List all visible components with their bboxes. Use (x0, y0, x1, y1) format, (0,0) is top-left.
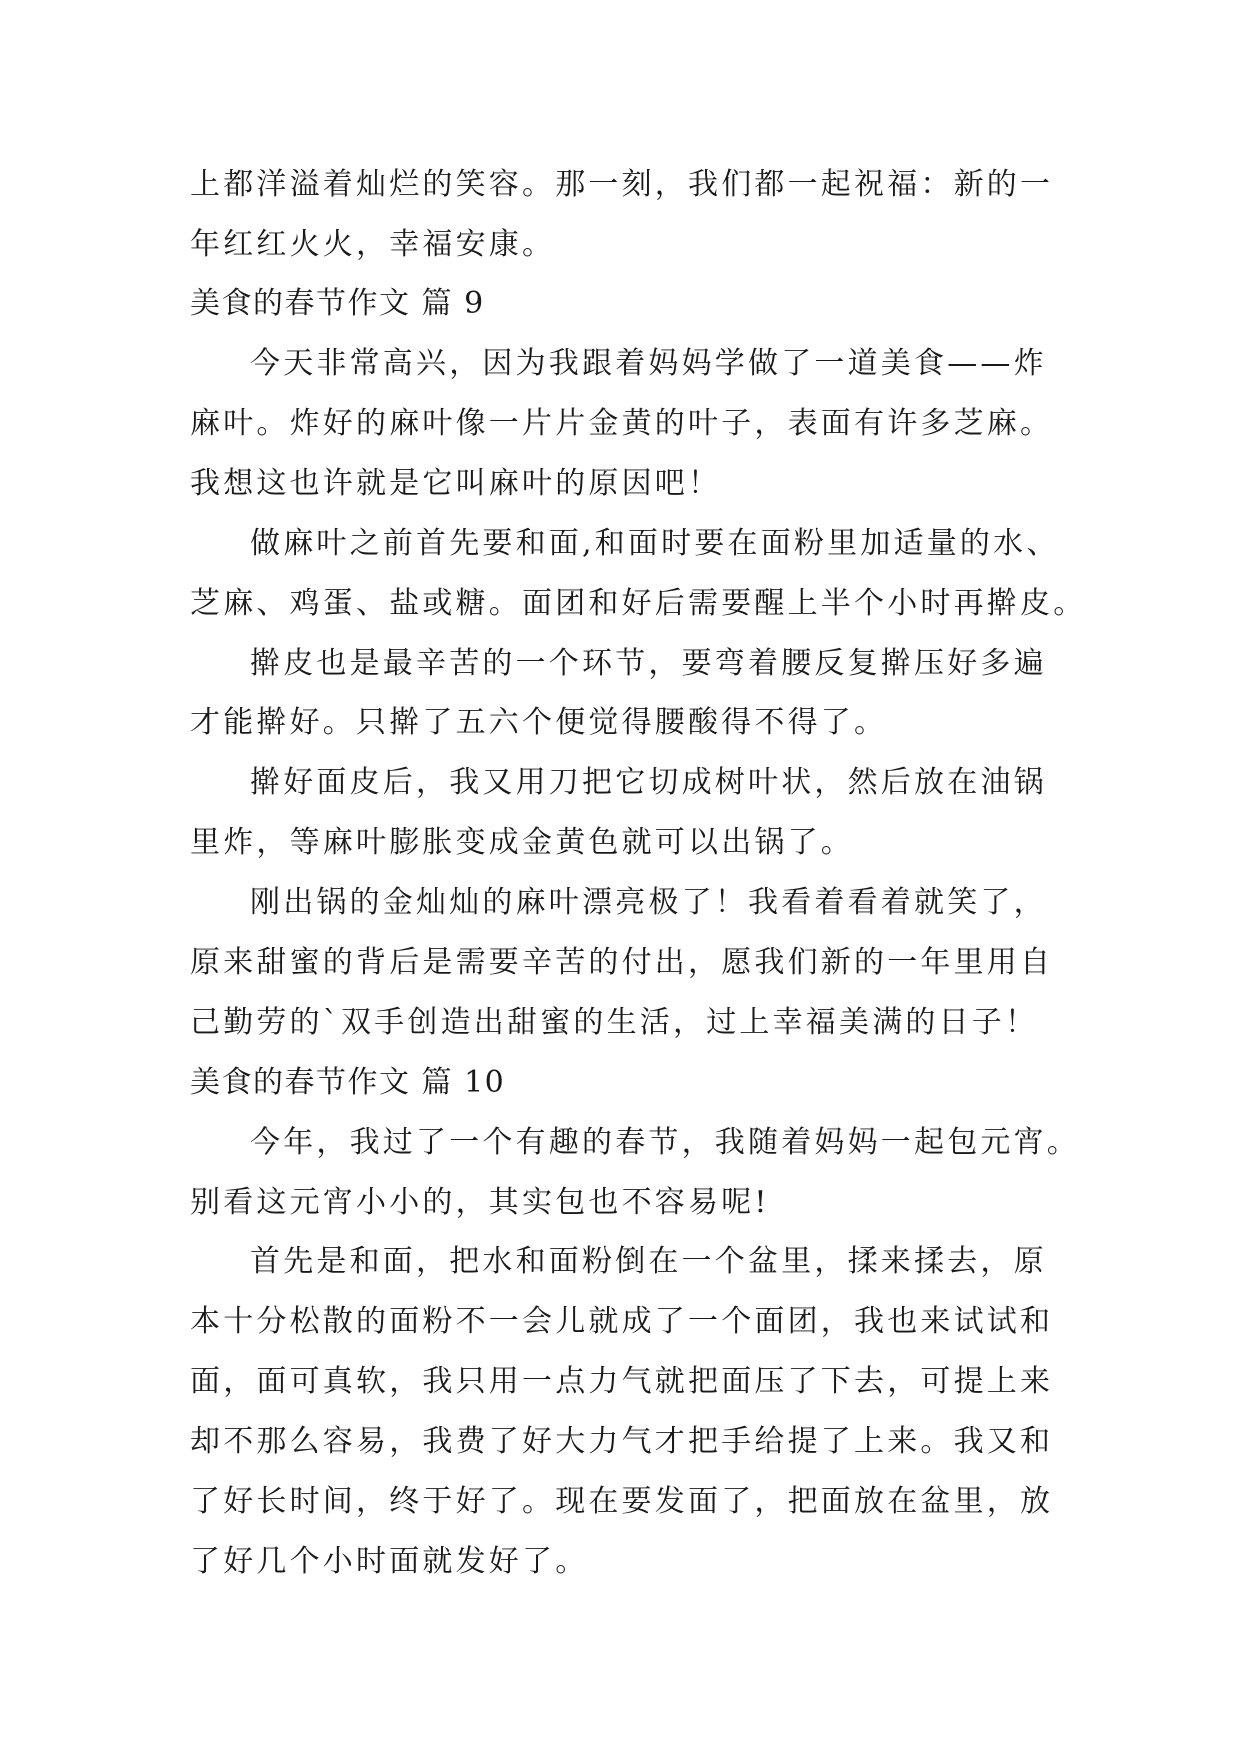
body-text-line: 年红红火火，幸福安康。 (190, 227, 556, 262)
body-text-line: 我想这也许就是它叫麻叶的原因吧！ (190, 466, 722, 501)
paragraph-first-line: 今天非常高兴，因为我跟着妈妈学做了一道美食——炸 (250, 346, 1047, 381)
body-text-line: 别看这元宵小小的，其实包也不容易呢! (190, 1185, 770, 1220)
section-heading: 美食的春节作文 篇 10 (190, 1065, 506, 1100)
body-text-line: 才能擀好。只擀了五六个便觉得腰酸得不得了。 (190, 705, 888, 740)
section-heading: 美食的春节作文 篇 9 (190, 286, 485, 321)
paragraph-first-line: 擀皮也是最辛苦的一个环节，要弯着腰反复擀压好多遍 (250, 646, 1047, 681)
body-text-line: 己勤劳的`双手创造出甜蜜的生活，过上幸福美满的日子！ (190, 1005, 1039, 1040)
body-text-line: 面，面可真软，我只用一点力气就把面压了下去，可提上来 (190, 1364, 1054, 1399)
paragraph-first-line: 做麻叶之前首先要和面,和面时要在面粉里加适量的水、 (250, 526, 1060, 561)
body-text-line: 本十分松散的面粉不一会儿就成了一个面团，我也来试试和 (190, 1304, 1054, 1339)
paragraph-first-line: 刚出锅的金灿灿的麻叶漂亮极了！我看着看着就笑了， (250, 885, 1047, 920)
paragraph-first-line: 今年，我过了一个有趣的春节，我随着妈妈一起包元宵。 (250, 1125, 1080, 1160)
body-text-line: 了好几个小时面就发好了。 (190, 1544, 589, 1579)
body-text-line: 了好长时间，终于好了。现在要发面了，把面放在盆里，放 (190, 1484, 1054, 1519)
body-text-line: 上都洋溢着灿烂的笑容。那一刻，我们都一起祝福：新的一 (190, 167, 1054, 202)
body-text-line: 原来甜蜜的背后是需要辛苦的付出，愿我们新的一年里用自 (190, 945, 1054, 980)
paragraph-first-line: 擀好面皮后，我又用刀把它切成树叶状，然后放在油锅 (250, 765, 1047, 800)
body-text-line: 里炸，等麻叶膨胀变成金黄色就可以出锅了。 (190, 825, 854, 860)
paragraph-first-line: 首先是和面，把水和面粉倒在一个盆里，揉来揉去，原 (250, 1244, 1047, 1279)
body-text-line: 麻叶。炸好的麻叶像一片片金黄的叶子，表面有许多芝麻。 (190, 406, 1054, 441)
body-text-line: 却不那么容易，我费了好大力气才把手给提了上来。我又和 (190, 1424, 1054, 1459)
body-text-line: 芝麻、鸡蛋、盐或糖。面团和好后需要醒上半个小时再擀皮。 (190, 586, 1087, 621)
